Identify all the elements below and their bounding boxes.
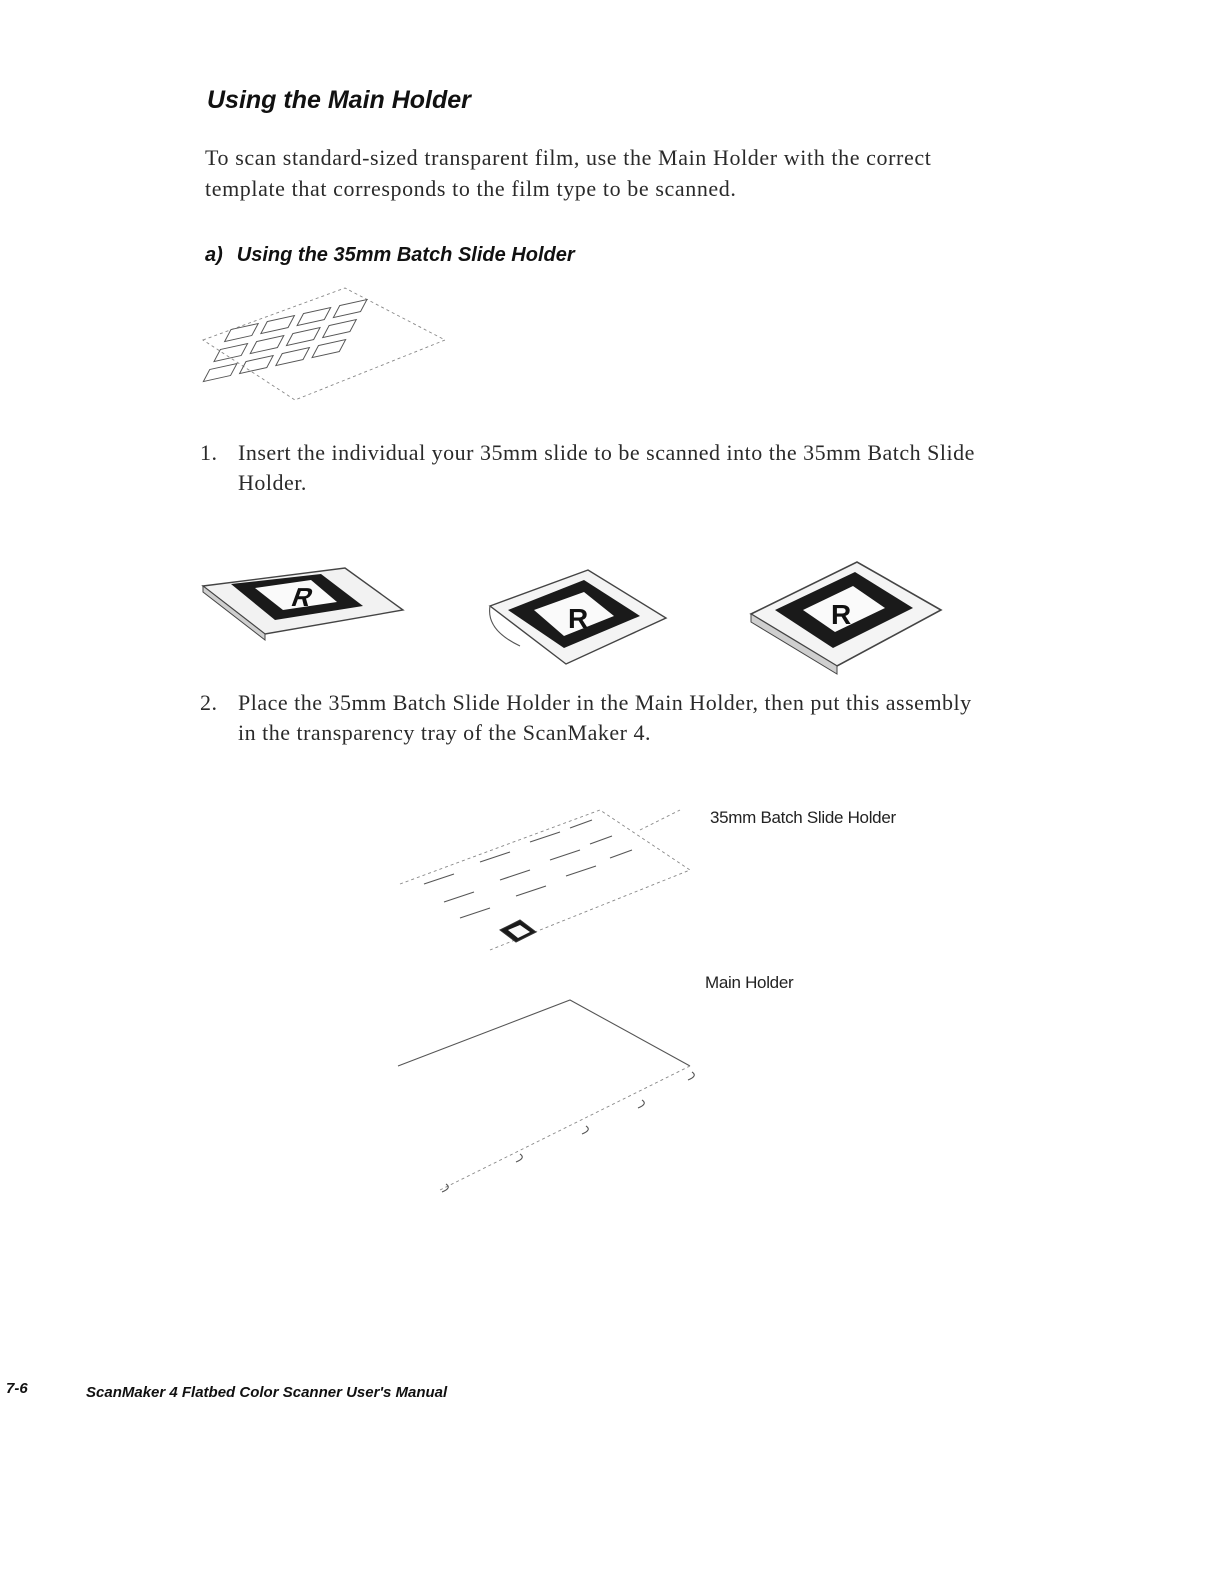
step-text: Insert the individual your 35mm slide to be scanned into the 35mm Batch Slide Holder. xyxy=(238,440,975,495)
holder-assembly-diagram xyxy=(380,800,720,1200)
section-heading: Using the Main Holder xyxy=(207,86,471,114)
subsection-tag: a) xyxy=(205,244,223,266)
batch-slide-holder-illustration xyxy=(195,282,455,407)
step-2 xyxy=(200,688,1000,752)
step-text: Place the 35mm Batch Slide Holder in the Main Holder, then put this assembly in the transparency tray of the ScanMaker 4. xyxy=(238,690,972,745)
intro-paragraph: To scan standard-sized transparent film, use the Main Holder with the correct template that corresponds to the film type to be scanned. xyxy=(205,145,932,201)
slide-in-holder xyxy=(500,920,536,942)
slide-view-2 xyxy=(490,570,666,664)
manual-title: ScanMaker 4 Flatbed Color Scanner User's Manual xyxy=(86,1384,448,1401)
callout-batch-slide-holder: 35mm Batch Slide Holder xyxy=(710,808,896,827)
step-number: 2. xyxy=(200,690,218,715)
slide-view-1 xyxy=(203,568,403,640)
batch-slide-holder-outline xyxy=(400,810,690,950)
slide-slot-grid xyxy=(203,300,367,382)
slide-letter: R xyxy=(831,599,852,630)
step-1 xyxy=(200,438,1000,502)
step-number: 1. xyxy=(200,440,218,465)
subsection-title: Using the 35mm Batch Slide Holder xyxy=(236,244,575,266)
slide-letter: R xyxy=(568,603,589,634)
slide-view-3 xyxy=(751,562,941,674)
slide-insertion-sequence xyxy=(195,548,975,678)
subsection-heading xyxy=(205,244,575,267)
callout-main-holder: Main Holder xyxy=(705,973,794,992)
page-number: 7-6 xyxy=(6,1380,28,1397)
slide-letter: R xyxy=(287,582,318,612)
main-holder-outline xyxy=(398,1000,694,1192)
